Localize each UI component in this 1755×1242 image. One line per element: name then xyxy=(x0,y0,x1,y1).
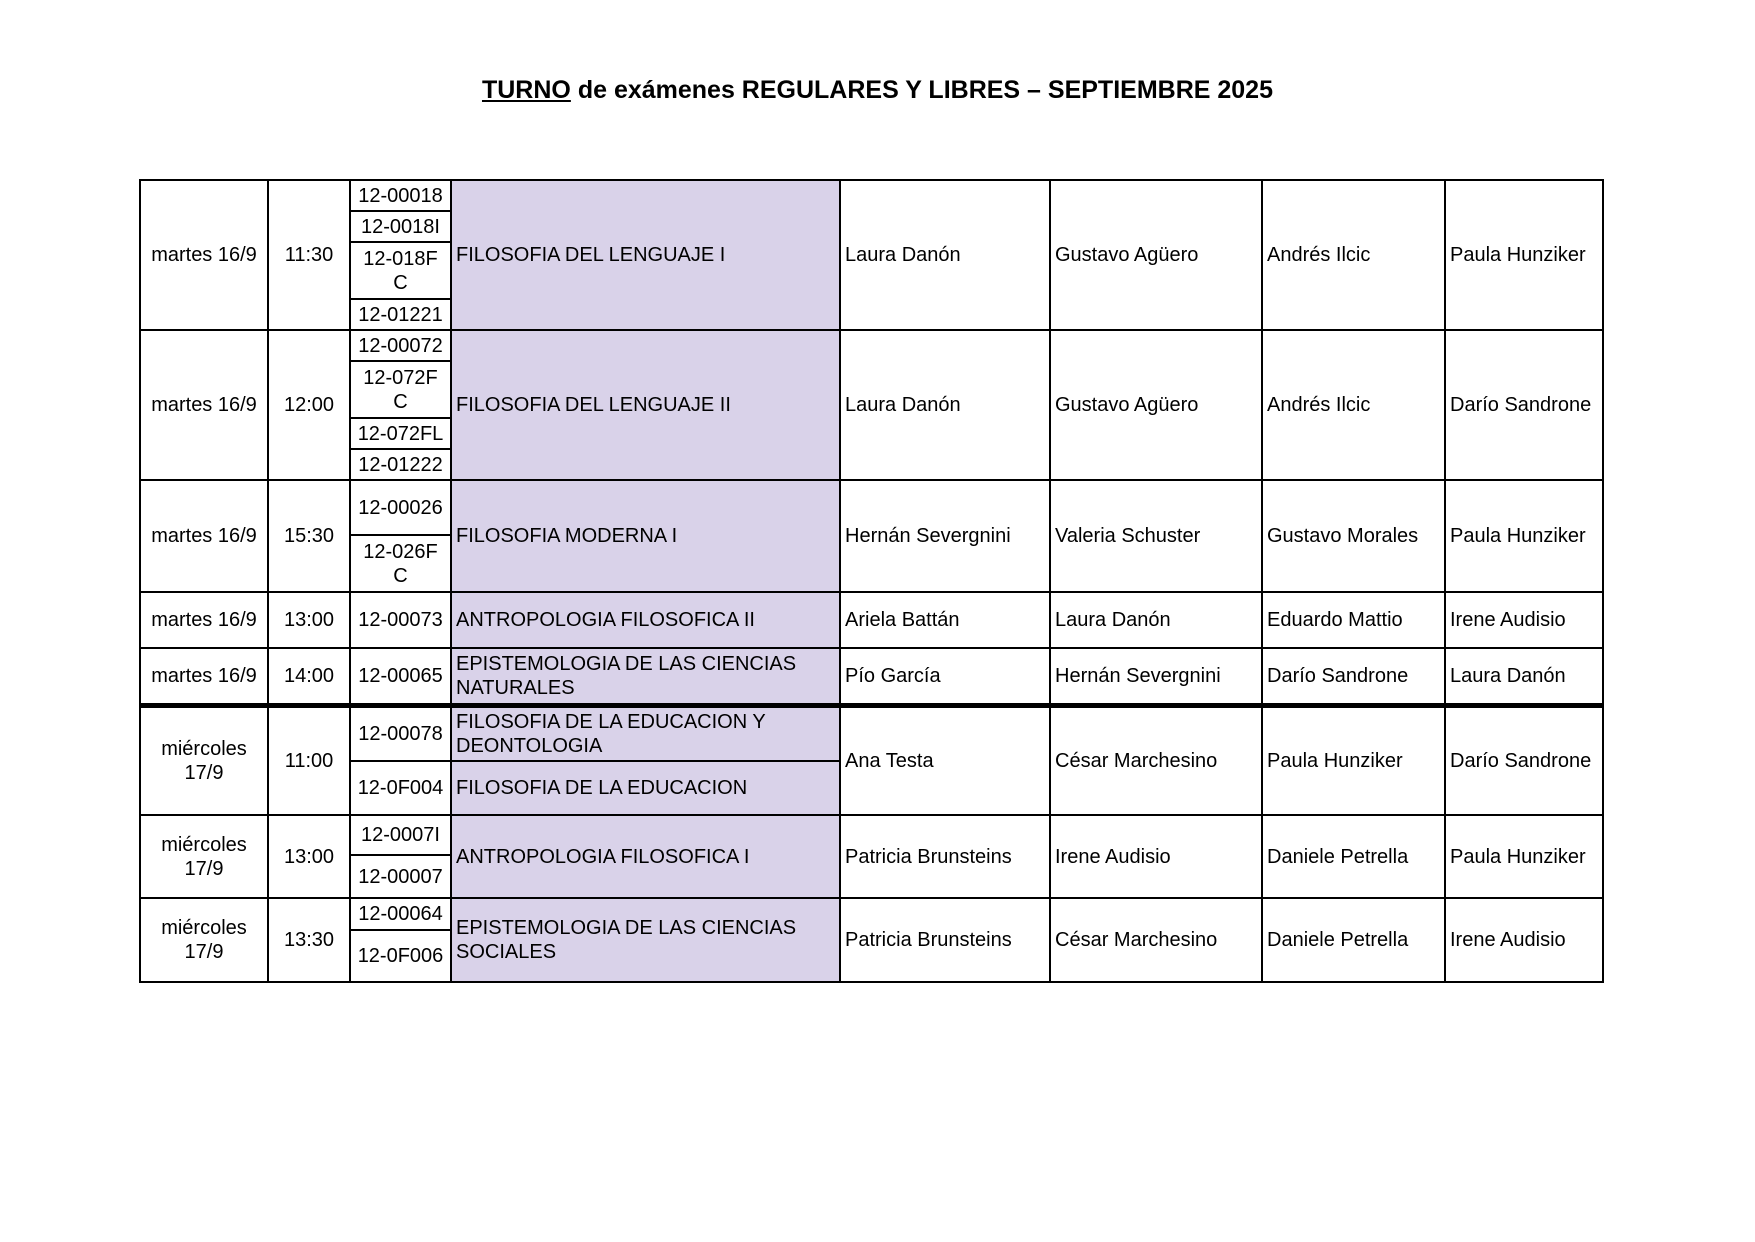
subject-name: FILOSOFIA MODERNA I xyxy=(451,480,840,592)
exam-time: 14:00 xyxy=(268,648,350,705)
examiner-2: César Marchesino xyxy=(1050,705,1262,815)
exam-row xyxy=(140,705,1603,761)
exam-row xyxy=(140,898,1603,930)
examiner-2: Valeria Schuster xyxy=(1050,480,1262,592)
examiner-3: Gustavo Morales xyxy=(1262,480,1445,592)
exam-time: 13:00 xyxy=(268,815,350,898)
exam-row xyxy=(140,648,1603,705)
subject-code: 12-018F C xyxy=(350,242,451,299)
title-rest: de exámenes REGULARES Y LIBRES – SEPTIEMBRE 2025 xyxy=(570,76,1273,104)
subject-code: 12-0F006 xyxy=(350,930,451,982)
exam-row xyxy=(140,180,1603,211)
subject-name: FILOSOFIA DEL LENGUAJE I xyxy=(451,180,840,330)
subject-code: 12-00065 xyxy=(350,648,451,705)
examiner-2: César Marchesino xyxy=(1050,898,1262,982)
examiner-4: Darío Sandrone xyxy=(1445,330,1603,480)
exam-row xyxy=(140,480,1603,535)
exam-day: miércoles 17/9 xyxy=(140,815,268,898)
examiner-1: Ariela Battán xyxy=(840,592,1050,648)
examiner-4: Irene Audisio xyxy=(1445,592,1603,648)
subject-code: 12-00073 xyxy=(350,592,451,648)
exam-time: 11:30 xyxy=(268,180,350,330)
subject-name: FILOSOFIA DEL LENGUAJE II xyxy=(451,330,840,480)
title-underlined: TURNO xyxy=(481,76,571,104)
examiner-4: Darío Sandrone xyxy=(1445,705,1603,815)
subject-name: FILOSOFIA DE LA EDUCACION Y DEONTOLOGIA xyxy=(451,705,840,761)
exam-time: 13:00 xyxy=(268,592,350,648)
exam-row xyxy=(140,592,1603,648)
exam-day: martes 16/9 xyxy=(140,480,268,592)
subject-name: ANTROPOLOGIA FILOSOFICA II xyxy=(451,592,840,648)
examiner-3: Paula Hunziker xyxy=(1262,705,1445,815)
subject-code: 12-00007 xyxy=(350,855,451,898)
examiner-1: Patricia Brunsteins xyxy=(840,815,1050,898)
subject-name: ANTROPOLOGIA FILOSOFICA I xyxy=(451,815,840,898)
exam-day: martes 16/9 xyxy=(140,648,268,705)
subject-code: 12-026F C xyxy=(350,535,451,592)
subject-code: 12-00064 xyxy=(350,898,451,930)
examiner-3: Daniele Petrella xyxy=(1262,898,1445,982)
exam-schedule-table xyxy=(139,179,1604,983)
examiner-4: Irene Audisio xyxy=(1445,898,1603,982)
exam-time: 11:00 xyxy=(268,705,350,815)
examiner-4: Paula Hunziker xyxy=(1445,480,1603,592)
subject-code: 12-00026 xyxy=(350,480,451,535)
examiner-4: Paula Hunziker xyxy=(1445,815,1603,898)
examiner-3: Andrés Ilcic xyxy=(1262,330,1445,480)
subject-code: 12-01221 xyxy=(350,299,451,330)
exam-day: martes 16/9 xyxy=(140,592,268,648)
examiner-2: Gustavo Agüero xyxy=(1050,330,1262,480)
examiner-4: Laura Danón xyxy=(1445,648,1603,705)
subject-code: 12-00018 xyxy=(350,180,451,211)
exam-row xyxy=(140,815,1603,855)
exam-time: 12:00 xyxy=(268,330,350,480)
examiner-3: Daniele Petrella xyxy=(1262,815,1445,898)
examiner-2: Gustavo Agüero xyxy=(1050,180,1262,330)
examiner-1: Hernán Severgnini xyxy=(840,480,1050,592)
examiner-2: Irene Audisio xyxy=(1050,815,1262,898)
exam-time: 15:30 xyxy=(268,480,350,592)
examiner-3: Eduardo Mattio xyxy=(1262,592,1445,648)
exam-day: martes 16/9 xyxy=(140,330,268,480)
examiner-1: Pío García xyxy=(840,648,1050,705)
exam-time: 13:30 xyxy=(268,898,350,982)
exam-day: martes 16/9 xyxy=(140,180,268,330)
exam-day: miércoles 17/9 xyxy=(140,705,268,815)
examiner-1: Laura Danón xyxy=(840,180,1050,330)
examiner-1: Ana Testa xyxy=(840,705,1050,815)
examiner-1: Patricia Brunsteins xyxy=(840,898,1050,982)
examiner-4: Paula Hunziker xyxy=(1445,180,1603,330)
exam-day: miércoles 17/9 xyxy=(140,898,268,982)
examiner-1: Laura Danón xyxy=(840,330,1050,480)
subject-code: 12-00078 xyxy=(350,705,451,761)
subject-code: 12-00072 xyxy=(350,330,451,361)
subject-code: 12-01222 xyxy=(350,449,451,480)
examiner-2: Laura Danón xyxy=(1050,592,1262,648)
exam-row xyxy=(140,330,1603,361)
examiner-3: Andrés Ilcic xyxy=(1262,180,1445,330)
subject-name: FILOSOFIA DE LA EDUCACION xyxy=(451,761,840,815)
subject-code: 12-0018I xyxy=(350,211,451,242)
subject-code: 12-072F C xyxy=(350,361,451,418)
subject-name: EPISTEMOLOGIA DE LAS CIENCIAS SOCIALES xyxy=(451,898,840,982)
subject-code: 12-072FL xyxy=(350,418,451,449)
document-title xyxy=(0,76,1755,105)
examiner-3: Darío Sandrone xyxy=(1262,648,1445,705)
subject-code: 12-0007I xyxy=(350,815,451,855)
examiner-2: Hernán Severgnini xyxy=(1050,648,1262,705)
subject-code: 12-0F004 xyxy=(350,761,451,815)
subject-name: EPISTEMOLOGIA DE LAS CIENCIAS NATURALES xyxy=(451,648,840,705)
